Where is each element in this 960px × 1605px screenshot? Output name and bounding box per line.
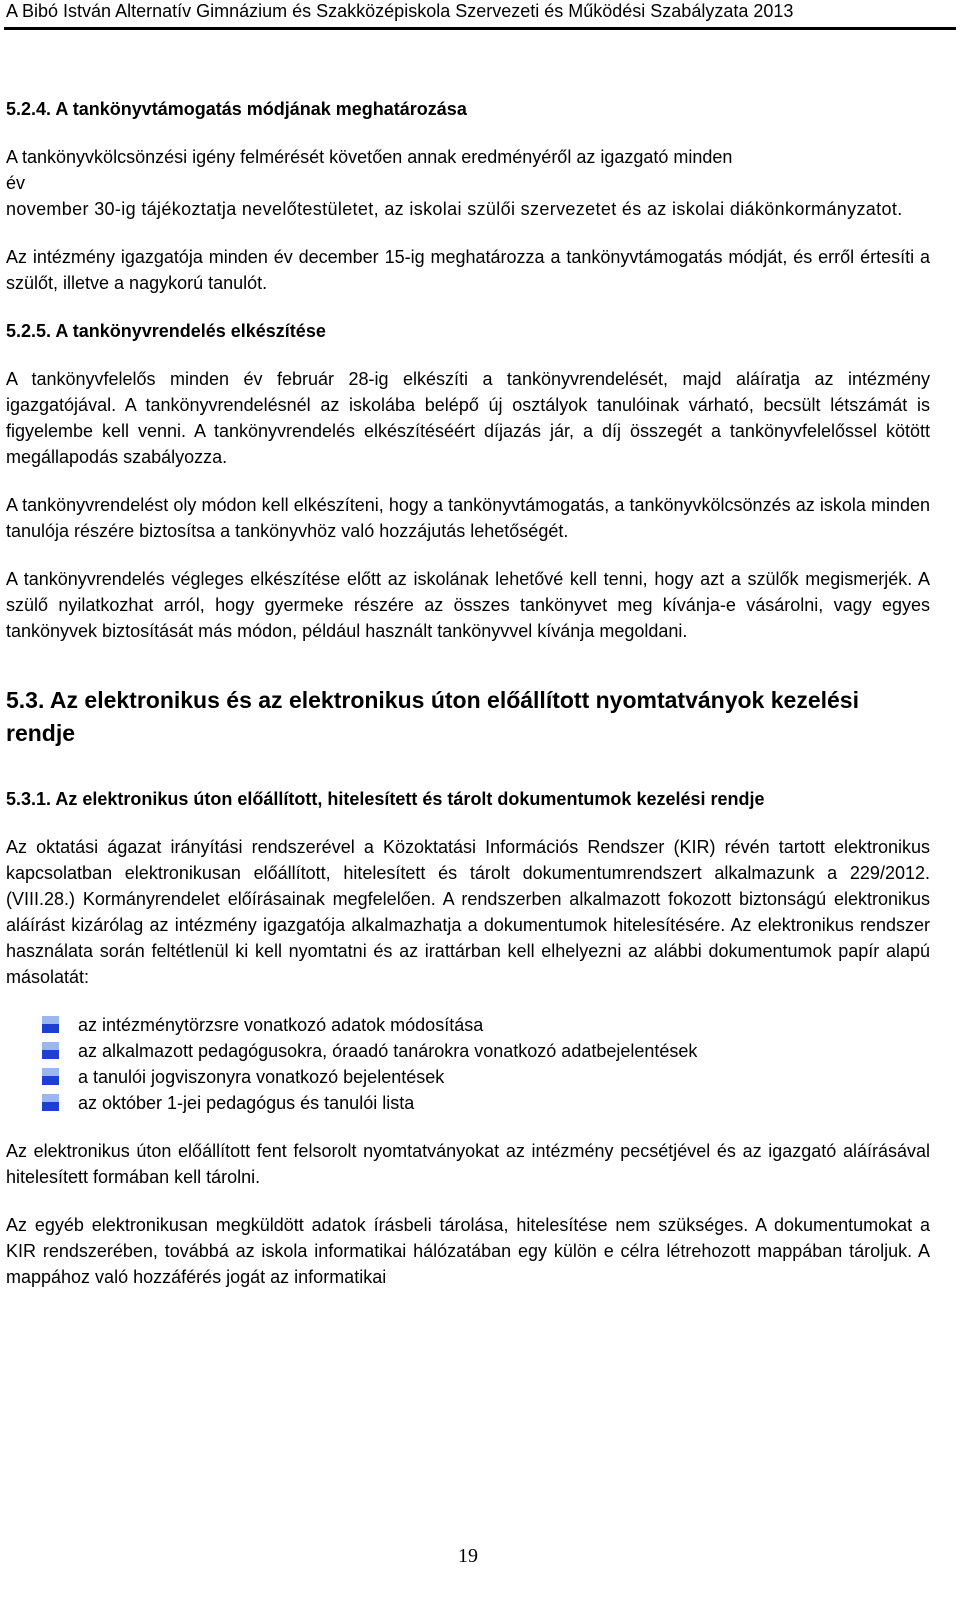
paragraph-5-3-1-a: Az oktatási ágazat irányítási rendszerével a Közoktatási Információs Rendszer (KIR) révén tartott elektronikus kapcsolatban elektronikusan előállított, hitelesített és tárolt dokumentumrendszert alkalmazunk a 229/2012. (VIII.28.) Kormányrendelet előírásainak megfelelően. A rendszerben alkalmazott fokozott biztonságú elektronikus aláírást kizárólag az intézmény igazgatója alkalmazhatja a dokumentumok hitelesítésére. Az elektronikus rendszer használata során feltétlenül ki kell nyomtatni és az irattárban kell elhelyezni az alábbi dokumentumok papír alapú másolatát: bbox=[6, 837, 930, 987]
paragraph-5-3-1-c: Az egyéb elektronikusan megküldött adatok írásbeli tárolása, hitelesítése nem szükséges. A dokumentumokat a KIR rendszerében, továbbá az iskola informatikai hálózatában egy külön e célra létrehozott mappában tároljuk. A mappához való hozzáférés jogát az informatikai bbox=[6, 1215, 930, 1287]
square-bullet-icon bbox=[42, 1094, 59, 1111]
list-item bbox=[42, 1064, 930, 1090]
document-list bbox=[6, 1012, 930, 1116]
list-item-text: az alkalmazott pedagógusokra, óraadó tanárokra vonatkozó adatbejelentések bbox=[78, 1041, 698, 1061]
list-item-text: az október 1-jei pedagógus és tanulói lista bbox=[78, 1093, 415, 1113]
document-body bbox=[6, 96, 930, 1290]
paragraph-5-2-4-line1: A tankönyvkölcsönzési igény felmérését követően annak eredményéről az igazgató minden bbox=[6, 147, 733, 167]
paragraph-5-2-4-line3: november 30-ig tájékoztatja nevelőtestületet, az iskolai szülői szervezetet és az iskolai diákönkormányzatot. bbox=[6, 199, 903, 219]
paragraph-5-2-5-c: A tankönyvrendelés végleges elkészítése előtt az iskolának lehetővé kell tenni, hogy azt a szülők megismerjék. A szülő nyilatkozhat arról, hogy gyermeke részére az összes tankönyvet meg kívánja-e vásárolni, vagy egyes tankönyvek biztosítását más módon, például használt tankönyvvel kívánja megoldani. bbox=[6, 569, 930, 641]
paragraph-5-2-4-line2: év bbox=[6, 173, 26, 193]
square-bullet-icon bbox=[42, 1042, 59, 1059]
running-header: A Bibó István Alternatív Gimnázium és Szakközépiskola Szervezeti és Működési Szabályzata 2013 bbox=[6, 1, 794, 21]
section-heading-5-3-1: 5.3.1. Az elektronikus úton előállított, hitelesített és tárolt dokumentumok kezelési rendje bbox=[6, 789, 765, 809]
list-item-text: az intézménytörzsre vonatkozó adatok módosítása bbox=[78, 1015, 484, 1035]
header-divider bbox=[4, 27, 956, 30]
paragraph-5-2-5-a: A tankönyvfelelős minden év február 28-ig elkészíti a tankönyvrendelését, majd aláíratja az intézmény igazgatójával. A tankönyvrendelésnél az iskolába belépő új osztályok tanulóinak várható, becsült létszámát is figyelembe kell venni. A tankönyvrendelés elkészítéséért díjazás jár, a díj összegét a tankönyvfelelőssel kötött megállapodás szabályozza. bbox=[6, 369, 930, 467]
section-heading-5-3: 5.3. Az elektronikus és az elektronikus úton előállított nyomtatványok kezelési rendje bbox=[6, 687, 859, 746]
paragraph-5-3-1-b: Az elektronikus úton előállított fent felsorolt nyomtatványokat az intézmény pecsétjével és az igazgató aláírásával hitelesített formában kell tárolni. bbox=[6, 1141, 930, 1187]
paragraph-5-2-5-b: A tankönyvrendelést oly módon kell elkészíteni, hogy a tankönyvtámogatás, a tankönyvkölcsönzés az iskola minden tanulója részére biztosítsa a tankönyvhöz való hozzájutás lehetőségét. bbox=[6, 495, 930, 541]
list-item bbox=[42, 1090, 930, 1116]
square-bullet-icon bbox=[42, 1068, 59, 1085]
list-item-text: a tanulói jogviszonyra vonatkozó bejelentések bbox=[78, 1067, 445, 1087]
square-bullet-icon bbox=[42, 1016, 59, 1033]
paragraph-5-2-4-b: Az intézmény igazgatója minden év december 15-ig meghatározza a tankönyvtámogatás módját, és erről értesíti a szülőt, illetve a nagykorú tanulót. bbox=[6, 247, 930, 293]
page-number: 19 bbox=[458, 1545, 478, 1567]
list-item bbox=[42, 1012, 930, 1038]
section-heading-5-2-4: 5.2.4. A tankönyvtámogatás módjának meghatározása bbox=[6, 99, 467, 119]
section-heading-5-2-5: 5.2.5. A tankönyvrendelés elkészítése bbox=[6, 321, 326, 341]
list-item bbox=[42, 1038, 930, 1064]
